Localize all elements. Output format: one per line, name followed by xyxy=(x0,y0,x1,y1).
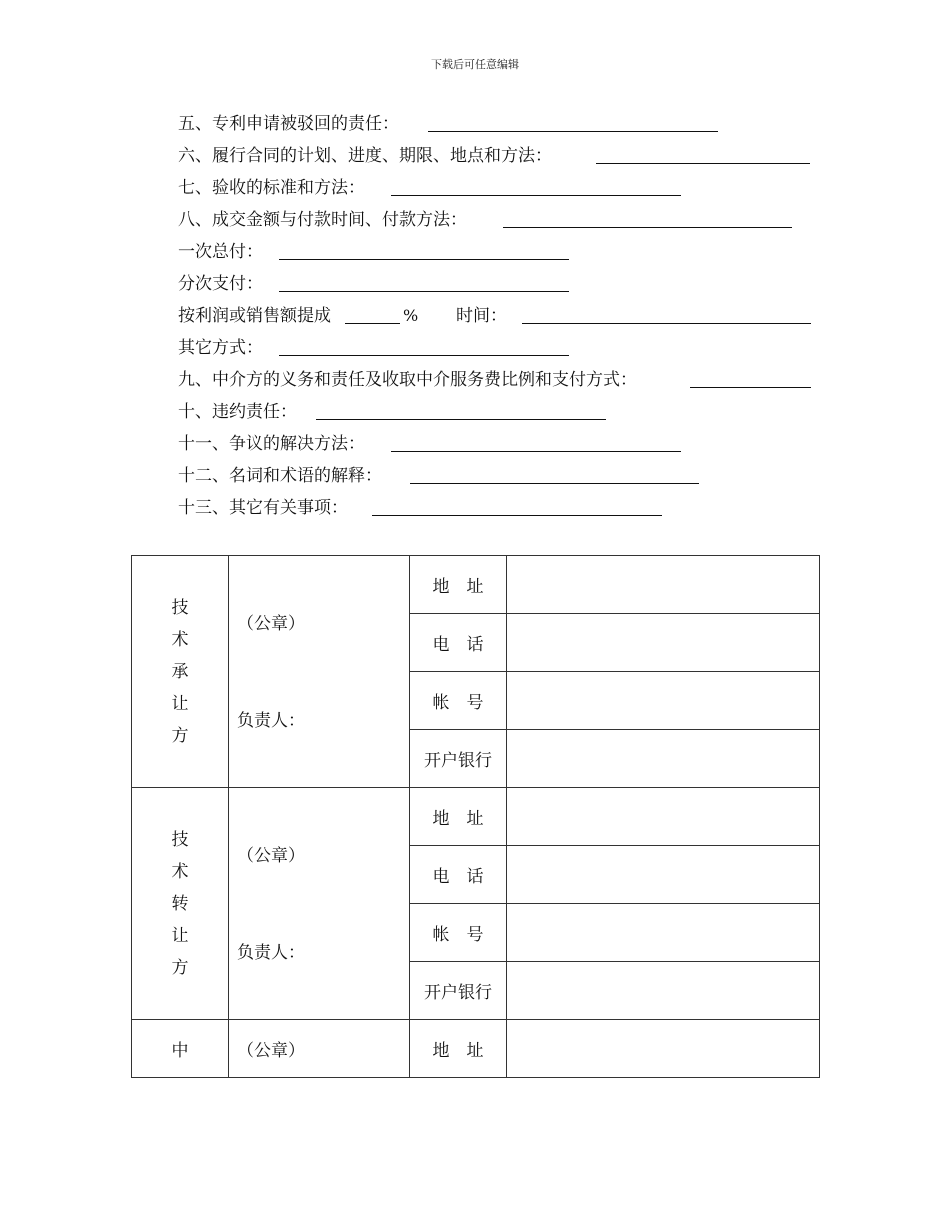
other-method-blank[interactable] xyxy=(279,355,569,356)
assignee-account-field[interactable] xyxy=(507,672,820,730)
clause-10-blank[interactable] xyxy=(316,419,606,420)
clause-6: 六、履行合同的计划、进度、期限、地点和方法： xyxy=(178,146,552,166)
assignor-responsible-label: 负责人： xyxy=(237,943,305,963)
profit-percent-blank[interactable] xyxy=(345,323,400,324)
assignee-seal-cell[interactable] xyxy=(229,556,410,788)
other-method-label: 其它方式： xyxy=(178,338,263,358)
lump-sum-label: 一次总付： xyxy=(178,242,263,262)
assignor-account-label: 帐 号 xyxy=(410,904,507,962)
profit-time-label: 时间： xyxy=(456,306,507,326)
assignor-account-field[interactable] xyxy=(507,904,820,962)
assignor-seal-cell[interactable] xyxy=(229,788,410,1020)
clause-9-blank[interactable] xyxy=(690,387,811,388)
assignee-phone-field[interactable] xyxy=(507,614,820,672)
clause-5: 五、专利申请被驳回的责任： xyxy=(178,114,399,134)
intermediary-seal-label: （公章） xyxy=(237,1041,305,1061)
assignee-address-field[interactable] xyxy=(507,556,820,614)
assignor-bank-field[interactable] xyxy=(507,962,820,1020)
assignor-bank-label: 开户银行 xyxy=(410,962,507,1020)
installment-blank[interactable] xyxy=(279,291,569,292)
party-intermediary-name: 中 xyxy=(171,1041,189,1061)
party-intermediary-cell xyxy=(132,1020,229,1078)
clause-13-blank[interactable] xyxy=(372,515,662,516)
installment-label: 分次支付： xyxy=(178,274,263,294)
clause-11: 十一、争议的解决方法： xyxy=(178,434,365,454)
party-assignee-name: 技 术 承 让 方 xyxy=(171,597,189,746)
assignor-address-label: 地 址 xyxy=(410,788,507,846)
signature-table xyxy=(131,555,820,1078)
party-assignor-cell xyxy=(132,788,229,1020)
clause-7: 七、验收的标准和方法： xyxy=(178,178,365,198)
clause-11-blank[interactable] xyxy=(391,451,681,452)
assignor-seal-label: （公章） xyxy=(237,846,305,866)
lump-sum-blank[interactable] xyxy=(279,259,569,260)
assignee-phone-label: 电 话 xyxy=(410,614,507,672)
profit-time-blank[interactable] xyxy=(522,323,811,324)
party-assignor-name: 技 术 转 让 方 xyxy=(171,829,189,978)
assignee-seal-label: （公章） xyxy=(237,614,305,634)
clause-5-blank[interactable] xyxy=(428,131,718,132)
assignee-bank-field[interactable] xyxy=(507,730,820,788)
intermediary-address-label: 地 址 xyxy=(410,1020,507,1078)
clause-12-blank[interactable] xyxy=(410,483,699,484)
clause-9: 九、中介方的义务和责任及收取中介服务费比例和支付方式： xyxy=(178,370,637,390)
clause-12: 十二、名词和术语的解释： xyxy=(178,466,382,486)
clause-10: 十、违约责任： xyxy=(178,402,297,422)
assignee-bank-label: 开户银行 xyxy=(410,730,507,788)
party-assignee-cell xyxy=(132,556,229,788)
percent-sign: % xyxy=(403,306,419,325)
page-header-note: 下载后可任意编辑 xyxy=(431,58,519,71)
clause-6-blank[interactable] xyxy=(596,163,810,164)
assignee-address-label: 地 址 xyxy=(410,556,507,614)
clause-8-blank[interactable] xyxy=(503,227,792,228)
assignor-phone-label: 电 话 xyxy=(410,846,507,904)
clause-8: 八、成交金额与付款时间、付款方法： xyxy=(178,210,467,230)
assignor-address-field[interactable] xyxy=(507,788,820,846)
assignee-account-label: 帐 号 xyxy=(410,672,507,730)
intermediary-seal-cell[interactable] xyxy=(229,1020,410,1078)
profit-share-line xyxy=(178,304,331,328)
profit-share-label: 按利润或销售额提成 xyxy=(178,306,331,326)
clause-13: 十三、其它有关事项： xyxy=(178,498,348,518)
intermediary-address-field[interactable] xyxy=(507,1020,820,1078)
clause-7-blank[interactable] xyxy=(391,195,681,196)
assignor-phone-field[interactable] xyxy=(507,846,820,904)
assignee-responsible-label: 负责人： xyxy=(237,711,305,731)
